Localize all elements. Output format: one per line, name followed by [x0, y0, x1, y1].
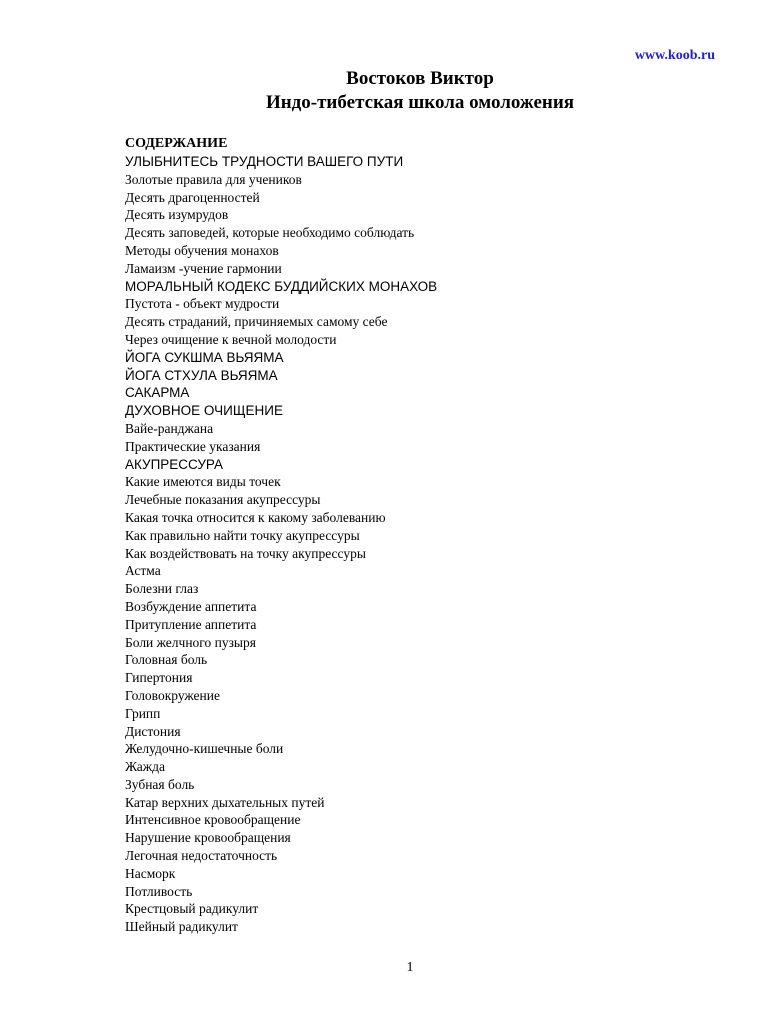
toc-item: Нарушение кровообращения	[125, 830, 291, 846]
toc-item: Насморк	[125, 865, 176, 881]
toc-item: Десять драгоценностей	[125, 189, 260, 205]
toc-list	[125, 153, 437, 936]
toc-item: Шейный радикулит	[125, 919, 238, 935]
toc-item: Дистония	[125, 723, 181, 739]
toc-item: Лечебные показания акупрессуры	[125, 492, 321, 508]
toc-item: Какая точка относится к какому заболеванию	[125, 509, 386, 525]
toc-item: Возбуждение аппетита	[125, 598, 257, 614]
table-of-contents	[125, 136, 437, 936]
toc-item: Пустота - объект мудрости	[125, 296, 280, 312]
toc-item: Как правильно найти точку акупрессуры	[125, 527, 360, 543]
toc-item: Боли желчного пузыря	[125, 634, 256, 650]
toc-item: Головная боль	[125, 652, 208, 668]
toc-item: Как воздействовать на точку акупрессуры	[125, 545, 366, 561]
toc-item: Какие имеются виды точек	[125, 474, 281, 490]
toc-section-title: ЙОГА СУКШМА ВЬЯЯМА	[125, 349, 284, 365]
toc-section-title: САКАРМА	[125, 385, 190, 401]
toc-item: Жажда	[125, 759, 165, 775]
toc-item: Вайе-ранджана	[125, 420, 214, 436]
toc-item: Притупление аппетита	[125, 616, 257, 632]
toc-item: Десять страданий, причиняемых самому себе	[125, 314, 388, 330]
toc-item: Крестцовый радикулит	[125, 901, 259, 917]
toc-item: Ламаизм -учение гармонии	[125, 260, 282, 276]
toc-item: Зубная боль	[125, 776, 195, 792]
toc-item: Легочная недостаточность	[125, 848, 278, 864]
toc-item: Практические указания	[125, 438, 261, 454]
toc-item: Методы обучения монахов	[125, 242, 279, 258]
toc-item: Десять изумрудов	[125, 207, 229, 223]
toc-item: Астма	[125, 563, 161, 579]
toc-item: Головокружение	[125, 687, 220, 703]
author-name: Востоков Виктор	[346, 68, 494, 89]
toc-item: Катар верхних дыхательных путей	[125, 794, 325, 810]
toc-section-title: ДУХОВНОЕ ОЧИЩЕНИЕ	[125, 403, 283, 419]
toc-item: Гипертония	[125, 670, 193, 686]
toc-item: Болезни глаз	[125, 581, 199, 597]
site-link[interactable]: www.koob.ru	[634, 48, 715, 63]
toc-item: Десять заповедей, которые необходимо соблюдать	[125, 225, 415, 241]
book-title: Индо-тибетская школа омоложения	[265, 92, 575, 113]
toc-section-title: МОРАЛЬНЫЙ КОДЕКС БУДДИЙСКИХ МОНАХОВ	[125, 278, 438, 294]
toc-heading: СОДЕРЖАНИЕ	[125, 136, 228, 151]
toc-item: Грипп	[125, 705, 161, 721]
page-number: 1	[406, 960, 414, 975]
toc-item: Желудочно-кишечные боли	[125, 741, 284, 757]
toc-section-title: АКУПРЕССУРА	[125, 456, 224, 472]
toc-section-title: ЙОГА СТХУЛА ВЬЯЯМА	[125, 367, 278, 383]
toc-section-title: УЛЫБНИТЕСЬ ТРУДНОСТИ ВАШЕГО ПУТИ	[125, 154, 404, 169]
toc-item: Золотые правила для учеников	[125, 171, 302, 187]
toc-item: Потливость	[125, 883, 193, 899]
toc-item: Через очищение к вечной молодости	[125, 331, 337, 347]
toc-item: Интенсивное кровообращение	[125, 812, 301, 828]
